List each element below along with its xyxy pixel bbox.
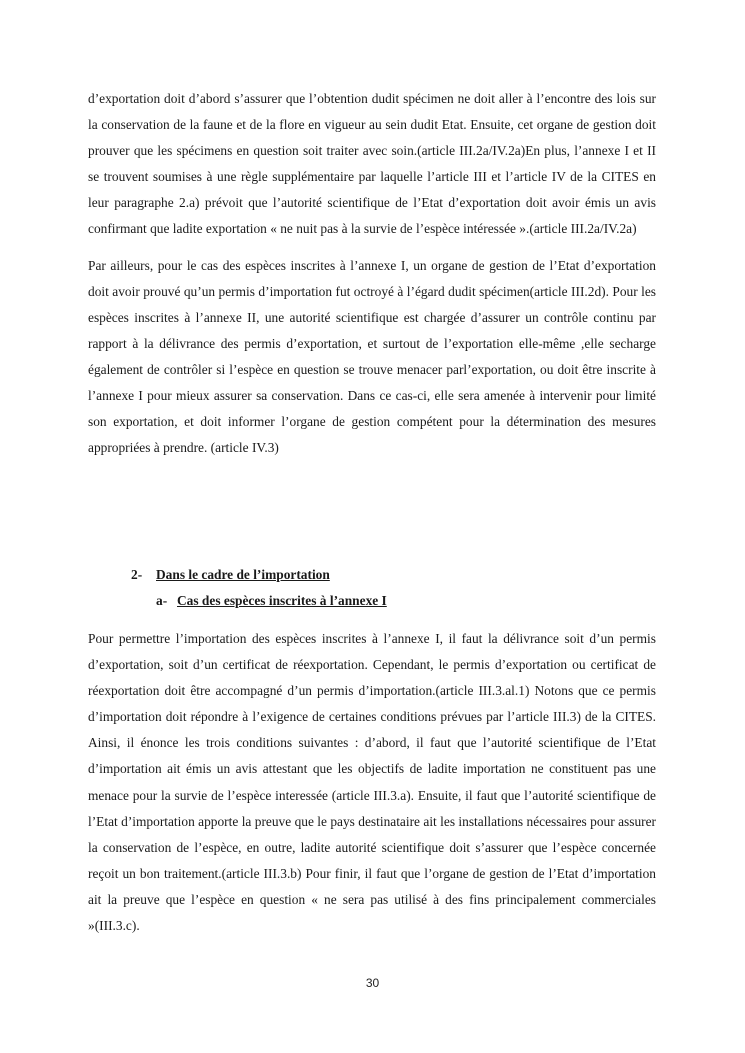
page-number: 30 [365,976,380,990]
subsection-heading-annex-1: Cas des espèces inscrites à l’annexe I [177,593,387,608]
section-heading-importation: Dans le cadre de l’importation [156,567,330,582]
section-heading-number: 2- [131,567,143,582]
document-page [88,86,656,461]
subsection-heading-letter: a- [156,593,168,608]
paragraph-export-conditions: d’exportation doit d’abord s’assurer que l’obtention dudit spécimen ne doit aller à l’encontre des lois sur la conservation de la faune et de la flore en vigueur au sein dudit Etat. Ensuite, cet organe de gestion doit prouver que les spécimens en question soit traiter avec soin.(article III.2a/IV.2a)En plus, l’annexe I et II se trouvent soumises à une règle supplémentaire par laquelle l’article III et l’article IV de la CITES en leur paragraphe 2.a) prévoit que l’autorité scientifique de l’Etat d’exportation doit avoir émis un avis confirmant que ladite exportation « ne nuit pas à la survie de l’espèce intéressée ».(article III.2a/IV.2a) [88,91,656,237]
paragraph-annex-specifics: Par ailleurs, pour le cas des espèces inscrites à l’annexe I, un organe de gestion de l’Etat d’exportation doit avoir prouvé qu’un permis d’importation fut octroyé à l’égard dudit spécimen(article III.2d). Pour les espèces inscrites à l’annexe II, une autorité scientifique est chargée d’assurer un contrôle continu par rapport à la délivrance des permis d’exportation, et surtout de l’exportation elle-même ,elle secharge également de contrôler si l’espèce en question se trouve menacer parl’exportation, ou doit être inscrite à l’annexe I pour mieux assurer sa conservation. Dans ce cas-ci, elle sera amenée à intervenir pour limité son exportation, et doit informer l’organe de gestion compétent pour la détermination des mesures appropriées à prendre. (article IV.3) [88,257,656,456]
body-after-headings [88,626,656,939]
paragraph-import-annex-1: Pour permettre l’importation des espèces inscrites à l’annexe I, il faut la délivrance soit d’un permis d’exportation, soit d’un certificat de réexportation. Cependant, le permis d’exportation ou certificat de réexportation doit être accompagné d’un permis d’importation.(article III.3.al.1) Notons que ce permis d’importation doit répondre à l’exigence de certaines conditions prévues par l’article III.3) de la CITES. Ainsi, il énonce les trois conditions suivantes : d’abord, il faut que l’autorité scientifique de l’Etat d’importation ait émis un avis attestant que les objectifs de ladite importation ne constituent pas une menace pour la survie de l’espèce interessée (article III.3.a). Ensuite, il faut que l’autorité scientifique de l’Etat d’importation apporte la preuve que le pays destinataire ait les installations nécessaires pour assurer la conservation de l’espèce, en outre, ladite autorité scientifique doit s’assurer que l’espèce concernée reçoit un bon traitement.(article III.3.b) Pour finir, il faut que l’organe de gestion de l’Etat d’importation ait la preuve que l’espèce en question « ne sera pas utilisé à des fins principalement commerciales »(III.3.c). [88,631,656,934]
